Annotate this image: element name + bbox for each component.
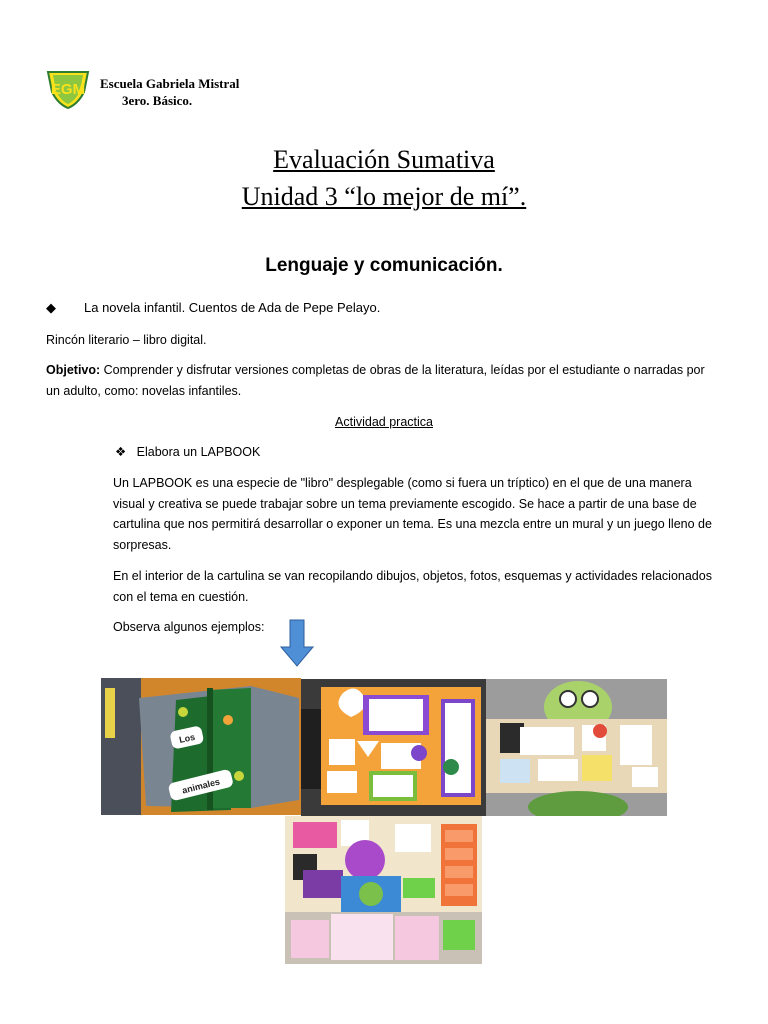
subject-heading: Lenguaje y comunicación. xyxy=(265,255,503,276)
lapbook-prefix: Un xyxy=(113,476,133,490)
lapbook-text: es una especie de "libro" desplegable (como si fuera un tríptico) en el que de una manera visual y creativa se puede trabajar sobre un tema previamente escogido. Se hace a partir de una base de cartulina que nos permitirá desarrollar o exponer un tema. Es una mezcla entre un mural y un juego lleno de sorpresas. xyxy=(113,476,712,552)
task-line xyxy=(115,442,260,463)
task-prefix: Elabora un xyxy=(136,445,201,459)
arrow-down-icon xyxy=(280,619,314,667)
school-header xyxy=(100,75,239,109)
example-photo-green-lapbook xyxy=(101,678,301,815)
page-subtitle: Unidad 3 “lo mejor de mí”. xyxy=(241,182,527,211)
four-diamond-bullet-icon: ❖ xyxy=(115,445,127,459)
objective-text: Comprender y disfrutar versiones completas de obras de la literatura, leídas por el estudiante o narradas por un adulto, como: novelas infantiles. xyxy=(46,363,705,398)
diamond-bullet-icon: ◆ xyxy=(46,300,56,315)
topic-text: La novela infantil. Cuentos de Ada de Pepe Pelayo. xyxy=(84,300,381,315)
lapbook-keyword: LAPBOOK xyxy=(132,476,193,490)
school-logo xyxy=(44,66,92,110)
photo-word-animales: animales xyxy=(181,776,221,796)
topic-bullet xyxy=(46,300,380,316)
activity-heading: Actividad practica xyxy=(335,415,433,429)
page-title: Evaluación Sumativa xyxy=(273,145,495,174)
example-photo-turtle-lapbook xyxy=(486,679,667,816)
example-photo-pink-lapbook xyxy=(285,816,482,964)
photo-word-los: Los xyxy=(178,731,196,745)
rincon-text: Rincón literario – libro digital. xyxy=(46,333,207,347)
objective-label: Objetivo: xyxy=(46,363,101,377)
school-name: Escuela Gabriela Mistral xyxy=(100,76,240,91)
objective-paragraph xyxy=(46,360,716,401)
example-photo-orange-lapbook xyxy=(301,679,486,816)
examples-label: Observa algunos ejemplos: xyxy=(113,620,265,634)
school-grade: 3ero. Básico. xyxy=(122,93,193,108)
logo-text: EGM xyxy=(50,81,86,98)
interior-paragraph: En el interior de la cartulina se van recopilando dibujos, objetos, fotos, esquemas y actividades relacionados con el tema en cuestión. xyxy=(113,569,712,604)
lapbook-description xyxy=(113,473,723,555)
task-keyword: LAPBOOK xyxy=(200,445,261,459)
